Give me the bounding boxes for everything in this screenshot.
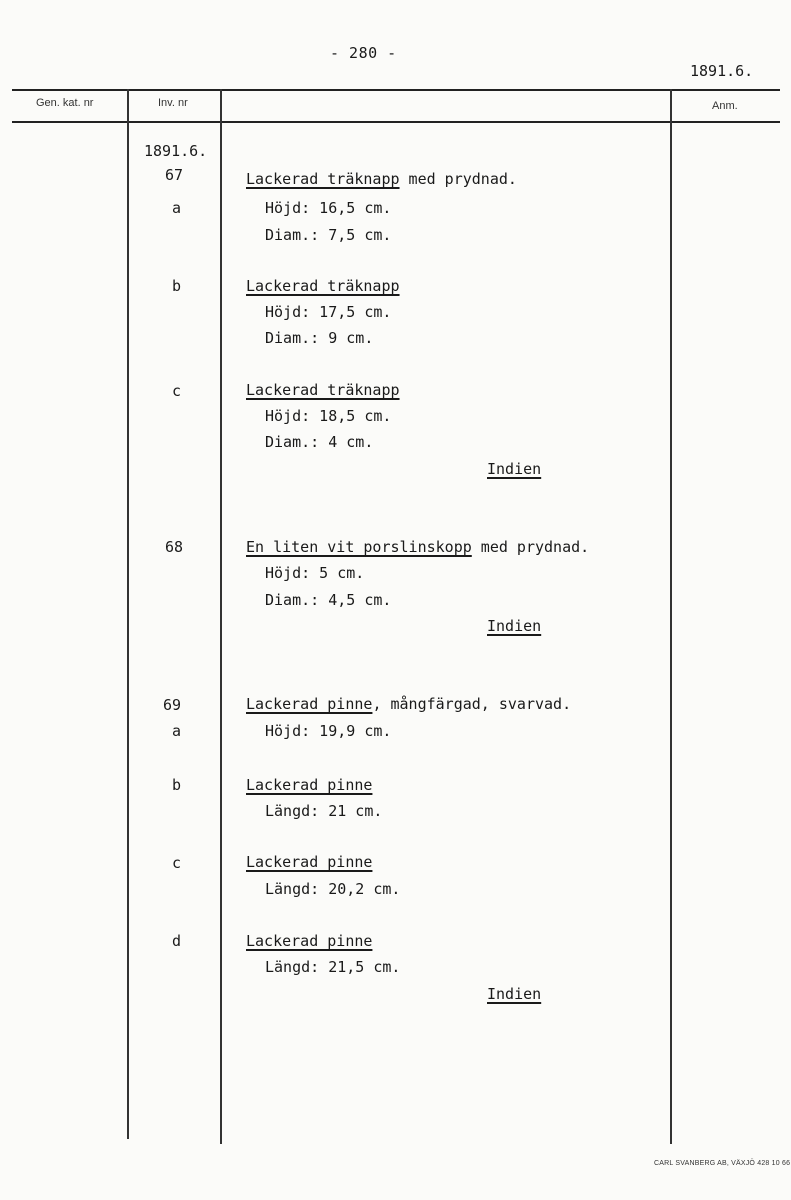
sub-letter: c [172,382,182,400]
entry-title: Lackerad träknapp [246,277,400,295]
entry-title: Lackerad pinne [246,853,373,871]
inv-number: 69 [163,696,182,714]
sub-letter: c [172,854,182,872]
diameter-value: Diam.: 4,5 cm. [265,591,392,609]
sub-letter: a [172,722,182,740]
height-value: Höjd: 19,9 cm. [265,722,392,740]
col-header-anm: Anm. [712,100,738,112]
entry-title: Lackerad pinne [246,695,373,713]
col-header-gen-kat-nr: Gen. kat. nr [36,97,94,109]
sub-letter: a [172,199,182,217]
col-divider-2 [220,89,222,1144]
entry-title: Lackerad pinne [246,932,373,950]
entry-extra: med prydnad. [471,538,590,556]
height-value: Höjd: 5 cm. [265,564,365,582]
col-divider-3 [670,89,672,1144]
origin-label: Indien [487,460,542,478]
page-number: - 280 - [330,44,397,62]
inv-number: 68 [165,538,184,556]
entry-title: En liten vit porslinskopp [246,538,472,556]
col-header-inv-nr: Inv. nr [158,97,188,109]
height-value: Höjd: 18,5 cm. [265,407,392,425]
entry-extra: , mångfärgad, svarvad. [372,695,572,713]
diameter-value: Diam.: 7,5 cm. [265,226,392,244]
col-divider-1 [127,89,129,1139]
origin-label: Indien [487,985,542,1003]
sub-letter: d [172,932,182,950]
height-value: Höjd: 17,5 cm. [265,303,392,321]
origin-label: Indien [487,617,542,635]
year-header: 1891.6. [690,62,754,80]
sub-letter: b [172,277,182,295]
inv-number: 67 [165,166,184,184]
year-entry: 1891.6. [144,142,208,160]
printer-imprint: CARL SVANBERG AB, VÄXJÖ 428 10 66 [654,1160,791,1167]
entry-title-line [246,170,517,188]
entry-title-line [246,538,589,556]
entry-title: Lackerad träknapp [246,381,400,399]
diameter-value: Diam.: 4 cm. [265,433,374,451]
sub-letter: b [172,776,182,794]
diameter-value: Diam.: 9 cm. [265,329,374,347]
length-value: Längd: 21 cm. [265,802,383,820]
entry-title: Lackerad träknapp [246,170,400,188]
length-value: Längd: 20,2 cm. [265,880,401,898]
entry-title: Lackerad pinne [246,776,373,794]
entry-title-line [246,695,571,713]
length-value: Längd: 21,5 cm. [265,958,401,976]
height-value: Höjd: 16,5 cm. [265,199,392,217]
entry-extra: med prydnad. [399,170,517,188]
